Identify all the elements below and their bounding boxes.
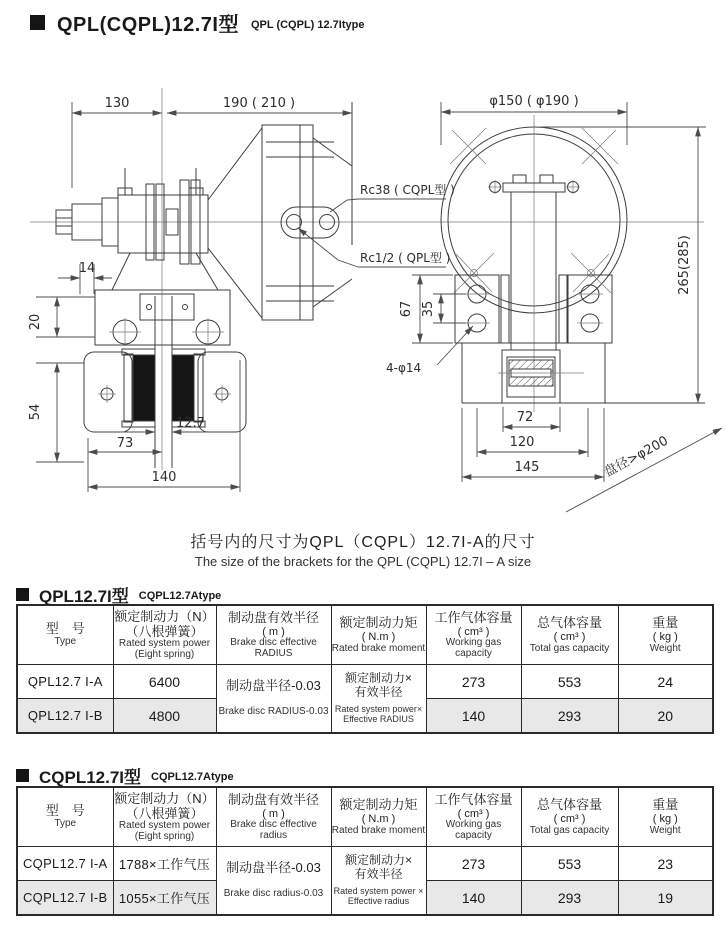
col-header-type (17, 605, 113, 665)
header-radius-unit: ( m ) (262, 807, 285, 820)
moment-formula-en1: Rated system power× (334, 704, 423, 715)
col-header-brake-moment (331, 787, 426, 847)
header-force-cn1: 额定制动力（N） (114, 608, 215, 624)
cell-model: CQPL12.7 I-A (17, 847, 113, 881)
page-title (30, 8, 364, 37)
section-heading-cqpl-en: CQPL12.7Atype (151, 771, 234, 783)
header-total-en: Total gas capacity (529, 642, 610, 654)
dimension-lines (36, 102, 722, 512)
cell-working-gas: 273 (426, 847, 521, 881)
cell-radius-formula (216, 847, 331, 916)
col-header-effective-radius (216, 605, 331, 665)
moment-formula-cn2: 有效半径 (354, 866, 403, 881)
col-header-effective-radius (216, 787, 331, 847)
moment-formula-en1: Rated system power × (333, 886, 424, 897)
header-radius-cn: 制动盘有效半径 (227, 609, 319, 625)
dim-72: 72 (516, 410, 534, 425)
cell-total-gas: 553 (521, 847, 618, 881)
col-header-total-gas (521, 787, 618, 847)
dim-12-7: 12.7 (176, 416, 205, 431)
dim-phi150-phi190: φ150 ( φ190 ) (489, 94, 579, 109)
black-square-bullet-icon (16, 769, 29, 782)
col-header-working-gas (426, 787, 521, 847)
cell-total-gas: 293 (521, 699, 618, 734)
table-row (17, 665, 713, 699)
moment-formula-en2: Effective radius (347, 896, 410, 907)
cell-working-gas: 273 (426, 665, 521, 699)
header-total-cn: 总气体容量 (536, 796, 602, 812)
header-weight-unit: ( kg ) (652, 630, 678, 643)
dim-20: 20 (28, 313, 43, 331)
cell-moment-formula (331, 847, 426, 916)
cell-weight: 19 (618, 881, 713, 916)
dim-145: 145 (514, 460, 540, 475)
table-header-row (17, 787, 713, 847)
cell-weight: 24 (618, 665, 713, 699)
cell-total-gas: 553 (521, 665, 618, 699)
section-heading-cqpl (16, 763, 234, 788)
header-working-unit: ( cm³ ) (457, 625, 490, 638)
header-radius-unit: ( m ) (262, 625, 285, 638)
table-header-row (17, 605, 713, 665)
header-working-en: Working gas capacity (445, 819, 502, 841)
header-type-cn: 型 号 (45, 621, 85, 637)
header-weight-unit: ( kg ) (652, 812, 678, 825)
header-weight-cn: 重量 (652, 614, 679, 630)
col-header-weight (618, 605, 713, 665)
header-radius-cn: 制动盘有效半径 (227, 791, 319, 807)
header-force-en1: Rated system power (118, 820, 211, 832)
col-header-working-gas (426, 605, 521, 665)
header-radius-en2: RADIUS (254, 647, 293, 659)
header-working-en: Working gas capacity (445, 637, 502, 659)
cell-force: 4800 (113, 699, 216, 734)
label-4-phi14: 4-φ14 (386, 361, 422, 375)
moment-formula-en2: Effective RADIUS (343, 714, 414, 725)
drawing-caption-cn: 括号内的尺寸为QPL（CQPL）12.7I-A的尺寸 (190, 534, 536, 551)
radius-formula-en: Brake disc radius-0.03 (223, 888, 324, 900)
cell-force: 6400 (113, 665, 216, 699)
cell-weight: 20 (618, 699, 713, 734)
col-header-rated-force (113, 787, 216, 847)
header-force-en2: (Eight spring) (134, 648, 195, 660)
cell-radius-formula (216, 665, 331, 734)
header-force-cn2: （八根弹簧） (125, 805, 204, 821)
dim-265-285: 265(285) (677, 235, 692, 295)
moment-formula-cn2: 有效半径 (354, 684, 403, 699)
dim-67: 67 (399, 300, 414, 318)
cell-weight: 23 (618, 847, 713, 881)
header-moment-cn: 额定制动力矩 (339, 614, 418, 630)
moment-formula-cn1: 额定制动力× (344, 853, 412, 868)
header-force-en2: (Eight spring) (134, 830, 195, 842)
radius-formula-cn: 制动盘半径-0.03 (226, 860, 321, 876)
section-heading-qpl-en: CQPL12.7Atype (138, 590, 222, 602)
header-total-unit: ( cm³ ) (553, 630, 586, 643)
label-disc-diameter: 盘径>φ200 (601, 433, 671, 481)
header-type-en: Type (54, 818, 77, 830)
header-weight-cn: 重量 (652, 796, 679, 812)
qpl-spec-table (16, 604, 714, 734)
drawing-caption (0, 529, 726, 569)
cell-model: QPL12.7 I-B (17, 699, 113, 734)
col-header-type (17, 787, 113, 847)
col-header-brake-moment (331, 605, 426, 665)
technical-drawing (0, 60, 726, 526)
dim-14: 14 (78, 261, 96, 276)
header-type-en: Type (54, 636, 77, 648)
dim-120: 120 (509, 435, 535, 450)
header-radius-en1: Brake disc effective radius (230, 819, 317, 841)
header-moment-en: Rated brake moment (331, 824, 426, 836)
table-row (17, 847, 713, 881)
page-title-cn: QPL(CQPL)12.7I型 (57, 14, 239, 36)
section-heading-qpl-cn: QPL12.7I型 (39, 587, 129, 606)
header-working-cn: 工作气体容量 (434, 791, 513, 807)
radius-formula-en: Brake disc RADIUS-0.03 (218, 706, 329, 718)
cell-total-gas: 293 (521, 881, 618, 916)
header-working-unit: ( cm³ ) (457, 807, 490, 820)
dim-190-210: 190 ( 210 ) (222, 96, 296, 111)
header-weight-en: Weight (649, 642, 681, 654)
side-view-geometry (30, 88, 704, 470)
cell-working-gas: 140 (426, 881, 521, 916)
cqpl-spec-table (16, 786, 714, 916)
dim-130: 130 (104, 96, 130, 111)
dim-140: 140 (151, 470, 177, 485)
black-square-bullet-icon (16, 588, 29, 601)
cell-model: QPL12.7 I-A (17, 665, 113, 699)
header-moment-cn: 额定制动力矩 (339, 796, 418, 812)
front-view-geometry (441, 115, 705, 412)
radius-formula-cn: 制动盘半径-0.03 (226, 678, 321, 694)
header-moment-unit: ( N.m ) (361, 630, 396, 643)
cell-model: CQPL12.7 I-B (17, 881, 113, 916)
header-force-cn2: （八根弹簧） (125, 623, 204, 639)
header-force-en1: Rated system power (118, 638, 211, 650)
col-header-total-gas (521, 605, 618, 665)
section-heading-cqpl-cn: CQPL12.7I型 (39, 768, 142, 787)
label-rc12-qpl: Rc1/2 ( QPL型 ) (360, 251, 451, 265)
drawing-caption-en: The size of the brackets for the QPL (CQPL) 12.7I – A size (194, 554, 532, 569)
header-total-en: Total gas capacity (529, 824, 610, 836)
header-total-cn: 总气体容量 (536, 614, 602, 630)
header-radius-en1: Brake disc effective (230, 637, 317, 649)
cell-force: 1055×工作气压 (113, 881, 216, 916)
dim-35: 35 (421, 300, 436, 318)
header-working-cn: 工作气体容量 (434, 609, 513, 625)
header-weight-en: Weight (649, 824, 681, 836)
header-force-cn1: 额定制动力（N） (114, 790, 215, 806)
header-moment-en: Rated brake moment (331, 642, 426, 654)
page-title-en: QPL (CQPL) 12.7Itype (250, 18, 365, 31)
col-header-weight (618, 787, 713, 847)
dim-73: 73 (116, 436, 134, 451)
cell-working-gas: 140 (426, 699, 521, 734)
header-moment-unit: ( N.m ) (361, 812, 396, 825)
header-type-cn: 型 号 (45, 803, 85, 819)
label-rc38-cqpl: Rc38 ( CQPL型 ) (360, 183, 455, 197)
col-header-rated-force (113, 605, 216, 665)
cell-moment-formula (331, 665, 426, 734)
cell-force: 1788×工作气压 (113, 847, 216, 881)
black-square-bullet-icon (30, 15, 45, 30)
header-total-unit: ( cm³ ) (553, 812, 586, 825)
moment-formula-cn1: 额定制动力× (344, 671, 412, 686)
dim-54: 54 (28, 403, 43, 421)
